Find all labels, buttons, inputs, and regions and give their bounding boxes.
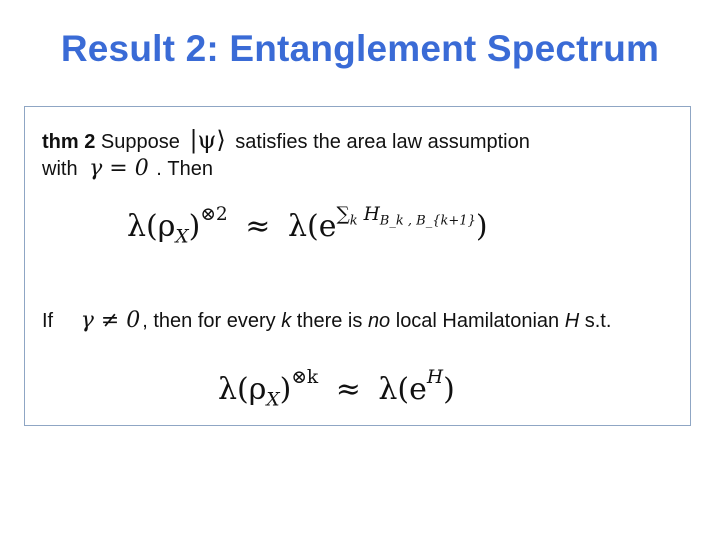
theorem-line-1 bbox=[42, 126, 530, 154]
H-italic: H bbox=[564, 310, 580, 332]
gamma-not-equal-zero: γ ≠ 0 bbox=[80, 308, 141, 333]
converse-line bbox=[42, 308, 611, 333]
gamma-equals-zero: γ = 0 bbox=[89, 156, 149, 181]
converse-text-d: s.t. bbox=[579, 310, 612, 332]
converse-text-b: there is bbox=[291, 310, 368, 332]
formula-2-rhs: $\lambda(e^H)$ bbox=[378, 367, 455, 407]
approx-symbol-1: ≈ bbox=[245, 208, 271, 244]
formula-2 bbox=[218, 367, 455, 410]
formula-1 bbox=[127, 204, 488, 247]
suppose-text: Suppose bbox=[100, 131, 180, 153]
approx-symbol-2: ≈ bbox=[335, 371, 361, 407]
with-text: with bbox=[42, 158, 78, 180]
slide-title: Result 2: Entanglement Spectrum bbox=[60, 28, 660, 69]
formula-1-rhs: $\lambda(e^{\sum_k H_{B\_k , B\_\{k+1\}}})$ bbox=[287, 204, 488, 244]
theorem-label: thm 2 bbox=[42, 131, 96, 153]
no-italic: no bbox=[367, 310, 391, 332]
satisfies-text: satisfies the area law assumption bbox=[235, 131, 530, 153]
converse-text-a: , then for every bbox=[142, 310, 282, 332]
converse-text-c: local Hamilatonian bbox=[390, 310, 565, 332]
if-text: If bbox=[42, 310, 54, 332]
formula-1-lhs: $\lambda(\rho_X)^{\otimes 2}$ bbox=[127, 204, 228, 248]
then-text: . Then bbox=[156, 158, 213, 180]
k-italic: k bbox=[281, 310, 292, 332]
psi-ket: |ψ⟩ bbox=[189, 126, 226, 154]
theorem-line-2 bbox=[42, 156, 213, 181]
formula-2-lhs: $\lambda(\rho_X)^{\otimes k}$ bbox=[218, 367, 319, 411]
